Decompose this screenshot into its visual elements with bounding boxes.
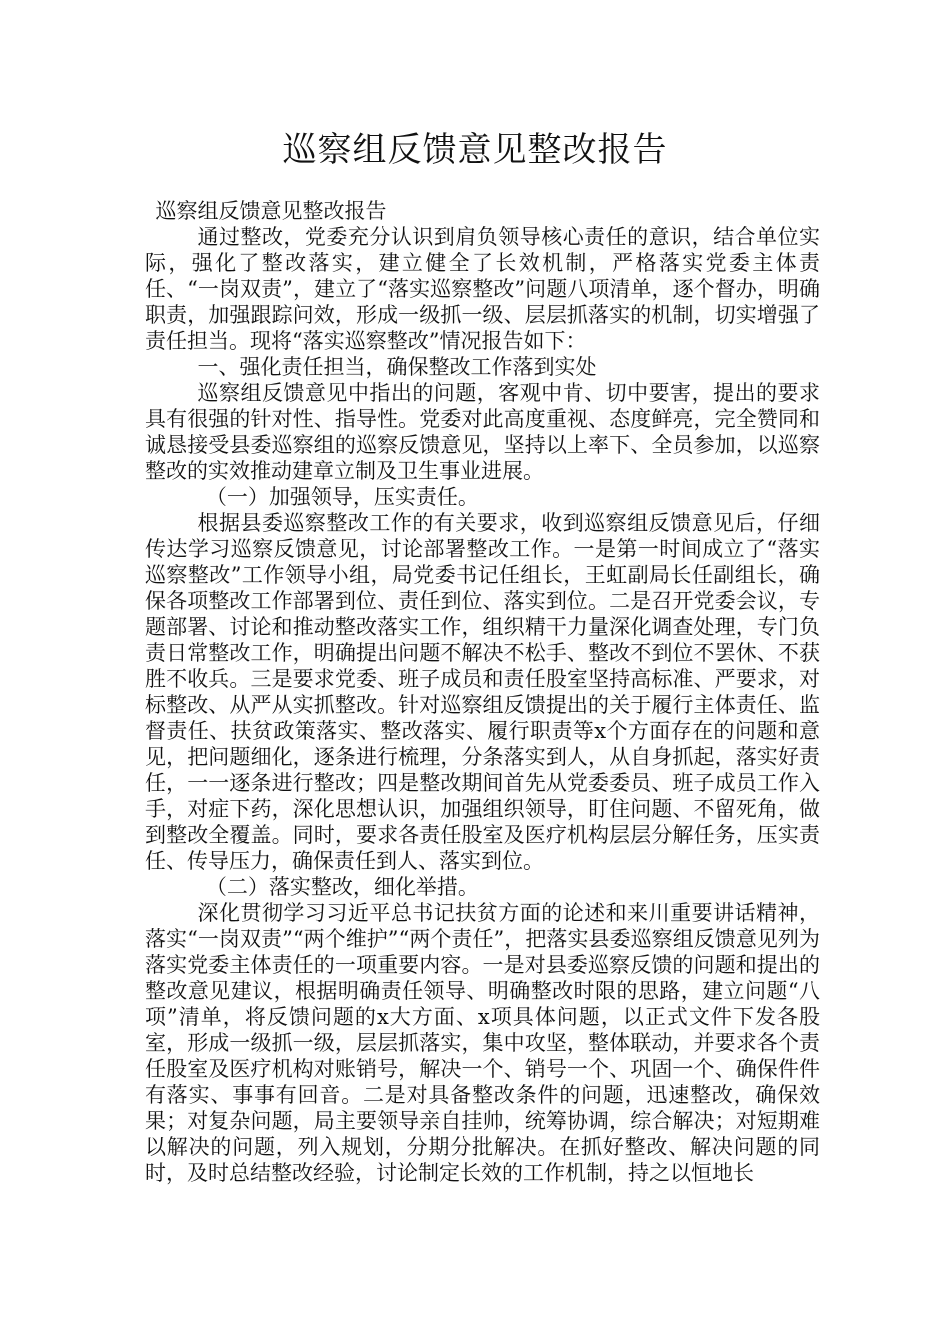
subsection-heading-2: （二）落实整改，细化举措。	[205, 875, 479, 899]
intro-paragraph: 通过整改，党委充分认识到肩负领导核心责任的意识，结合单位实际，强化了整改落实，建立健全了长效机制，严格落实党委主体责任、“一岗双责”，建立了“落实巡察整改”问题八项清单，逐个督办，明确职责，加强跟踪问效，形成一级抓一级、层层抓落实的机制，切实增强了责任担当。现将“落实巡察整改”情况报告如下：	[145, 225, 820, 353]
document-body	[145, 198, 820, 1186]
document-subtitle: 巡察组反馈意见整改报告	[155, 199, 387, 223]
subsection-paragraph-2: 深化贯彻学习习近平总书记扶贫方面的论述和来川重要讲话精神，落实“一岗双责”“两个维护”“两个责任”，把落实县委巡察组反馈意见列为落实党委主体责任的一项重要内容。一是对县委巡察反馈的问题和提出的整改意见建议，根据明确责任领导、明确整改时限的思路，建立问题“八项”清单，将反馈问题的x大方面、x项具体问题，以正式文件下发各股室，形成一级抓一级，层层抓落实，集中攻坚，整体联动，并要求各个责任股室及医疗机构对账销号，解决一个、销号一个、巩固一个、确保件件有落实、事事有回音。二是对具备整改条件的问题，迅速整改，确保效果；对复杂问题，局主要领导亲自挂帅，统筹协调，综合解决；对短期难以解决的问题，列入规划，分期分批解决。在抓好整改、解决问题的同时，及时总结整改经验，讨论制定长效的工作机制，持之以恒地长	[145, 901, 820, 1185]
section-paragraph-1: 巡察组反馈意见中指出的问题，客观中肯、切中要害，提出的要求具有很强的针对性、指导性。党委对此高度重视、态度鲜亮，完全赞同和诚恳接受县委巡察组的巡察反馈意见，坚持以上率下、全员参加，以巡察整改的实效推动建章立制及卫生事业进展。	[145, 381, 820, 483]
section-heading-1: 一、强化责任担当，确保整改工作落到实处	[197, 355, 597, 379]
document-title: 巡察组反馈意见整改报告	[282, 130, 668, 170]
subsection-paragraph-1: 根据县委巡察整改工作的有关要求，收到巡察组反馈意见后，仔细传达学习巡察反馈意见，讨论部署整改工作。一是第一时间成立了“落实巡察整改”工作领导小组，局党委书记任组长，王虹副局长任副组长，确保各项整改工作部署到位、责任到位、落实到位。二是召开党委会议，专题部署、讨论和推动整改落实工作，组织精干力量深化调查处理，专门负责日常整改工作，明确提出问题不解决不松手、整改不到位不罢休、不获胜不收兵。三是要求党委、班子成员和责任股室坚持高标准、严要求，对标整改、从严从实抓整改。针对巡察组反馈提出的关于履行主体责任、监督责任、扶贫政策落实、整改落实、履行职责等x个方面存在的问题和意见，把问题细化，逐条进行梳理，分条落实到人，从自身抓起，落实好责任，一一逐条进行整改；四是整改期间首先从党委委员、班子成员工作入手，对症下药，深化思想认识，加强组织领导，盯住问题、不留死角，做到整改全覆盖。同时，要求各责任股室及医疗机构层层分解任务，压实责任、传导压力，确保责任到人、落实到位。	[145, 511, 820, 873]
subsection-heading-1: （一）加强领导，压实责任。	[205, 485, 479, 509]
